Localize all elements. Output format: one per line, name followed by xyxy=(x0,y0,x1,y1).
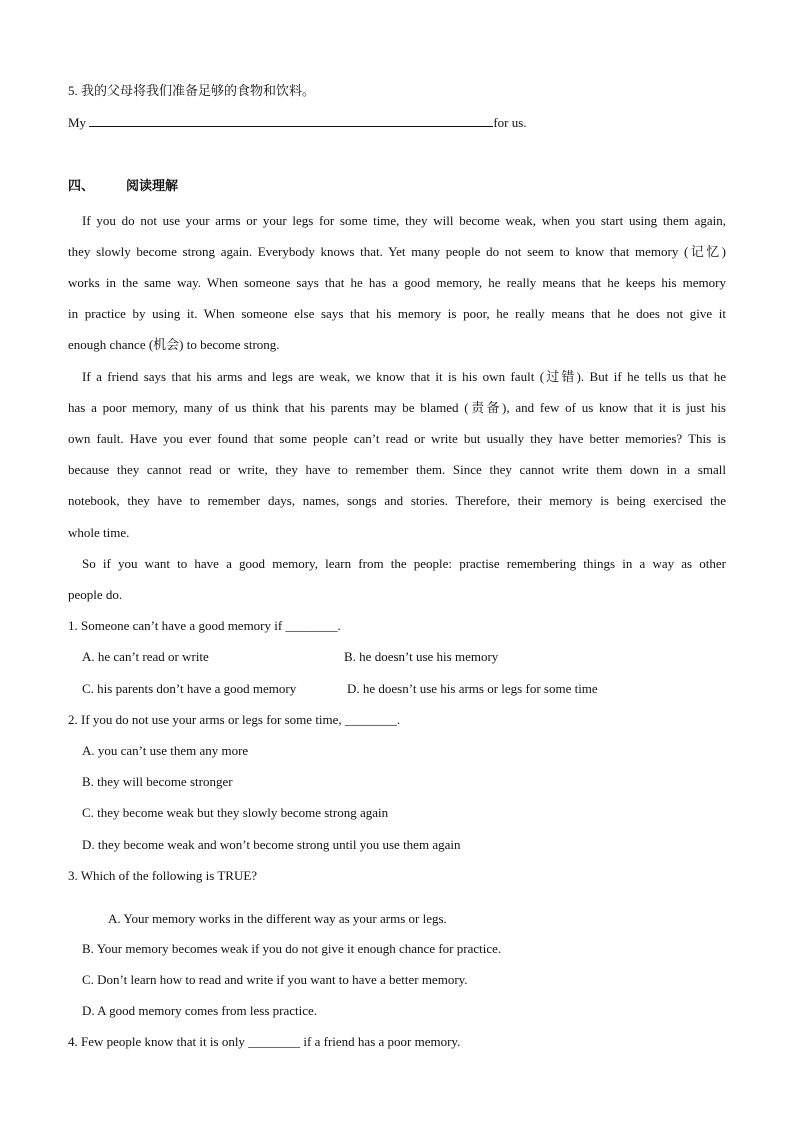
passage-line: notebook, they have to remember days, names, songs and stories. Therefore, their memory is being exercised the xyxy=(68,493,726,508)
question-1-option-a[interactable]: A. he can’t read or write xyxy=(82,649,209,664)
answer-blank[interactable] xyxy=(89,114,493,127)
question-2-option-b[interactable]: B. they will become stronger xyxy=(82,774,233,789)
section-heading xyxy=(68,175,178,194)
passage-line: whole time. xyxy=(68,525,130,540)
question-2-option-a[interactable]: A. you can’t use them any more xyxy=(82,743,249,758)
answer-end-words: for us. xyxy=(493,115,527,130)
passage-line: If you do not use your arms or your legs for some time, they will become weak, when you start using them again, xyxy=(82,213,726,228)
question-1-option-d[interactable]: D. he doesn’t use his arms or legs for some time xyxy=(347,681,598,696)
question-1-option-c[interactable]: C. his parents don’t have a good memory xyxy=(82,681,297,696)
passage-line: So if you want to have a good memory, learn from the people: practise remembering things in a way as other xyxy=(82,556,726,571)
question-1-option-b[interactable]: B. he doesn’t use his memory xyxy=(344,649,499,664)
question-2-stem: 2. If you do not use your arms or legs for some time, ________. xyxy=(68,712,401,727)
answer-start-word: My xyxy=(68,115,87,130)
passage-line: own fault. Have you ever found that some people can’t read or write but usually they have better memories? This is xyxy=(68,431,726,446)
section-title: 阅读理解 xyxy=(126,179,179,194)
question-3-option-c[interactable]: C. Don’t learn how to read and write if you want to have a better memory. xyxy=(82,972,468,987)
translation-item-5-answer-line xyxy=(68,114,527,132)
passage-line: works in the same way. When someone says that he has a good memory, he really means that he keeps his memory xyxy=(68,275,726,290)
translation-item-5-prompt: 5. 我的父母将我们准备足够的食物和饮料。 xyxy=(68,83,316,98)
question-1-stem: 1. Someone can’t have a good memory if ________. xyxy=(68,618,341,633)
question-4-stem: 4. Few people know that it is only ________ if a friend has a poor memory. xyxy=(68,1034,461,1049)
question-2-option-c[interactable]: C. they become weak but they slowly become strong again xyxy=(82,805,389,820)
passage-line: they slowly become strong again. Everybody knows that. Yet many people do not seem to know that memory (记忆) xyxy=(68,244,726,259)
question-3-option-b[interactable]: B. Your memory becomes weak if you do not give it enough chance for practice. xyxy=(82,941,502,956)
passage-line: has a poor memory, many of us think that his parents may be blamed (责备), and few of us know that it is just his xyxy=(68,400,726,415)
passage-line: because they cannot read or write, they have to remember them. Since they cannot write them down in a small xyxy=(68,462,726,477)
passage-line: in practice by using it. When someone else says that his memory is poor, he really means that he does not give it xyxy=(68,306,726,321)
question-3-stem: 3. Which of the following is TRUE? xyxy=(68,868,258,883)
passage-line: If a friend says that his arms and legs are weak, we know that it is his own fault (过错). But if he tells us that he xyxy=(82,369,726,384)
question-3-option-d[interactable]: D. A good memory comes from less practice. xyxy=(82,1003,318,1018)
passage-line: people do. xyxy=(68,587,123,602)
section-number: 四、 xyxy=(68,179,95,194)
question-2-option-d[interactable]: D. they become weak and won’t become strong until you use them again xyxy=(82,837,461,852)
passage-line: enough chance (机会) to become strong. xyxy=(68,337,280,352)
question-3-option-a[interactable]: A. Your memory works in the different way as your arms or legs. xyxy=(108,911,447,926)
